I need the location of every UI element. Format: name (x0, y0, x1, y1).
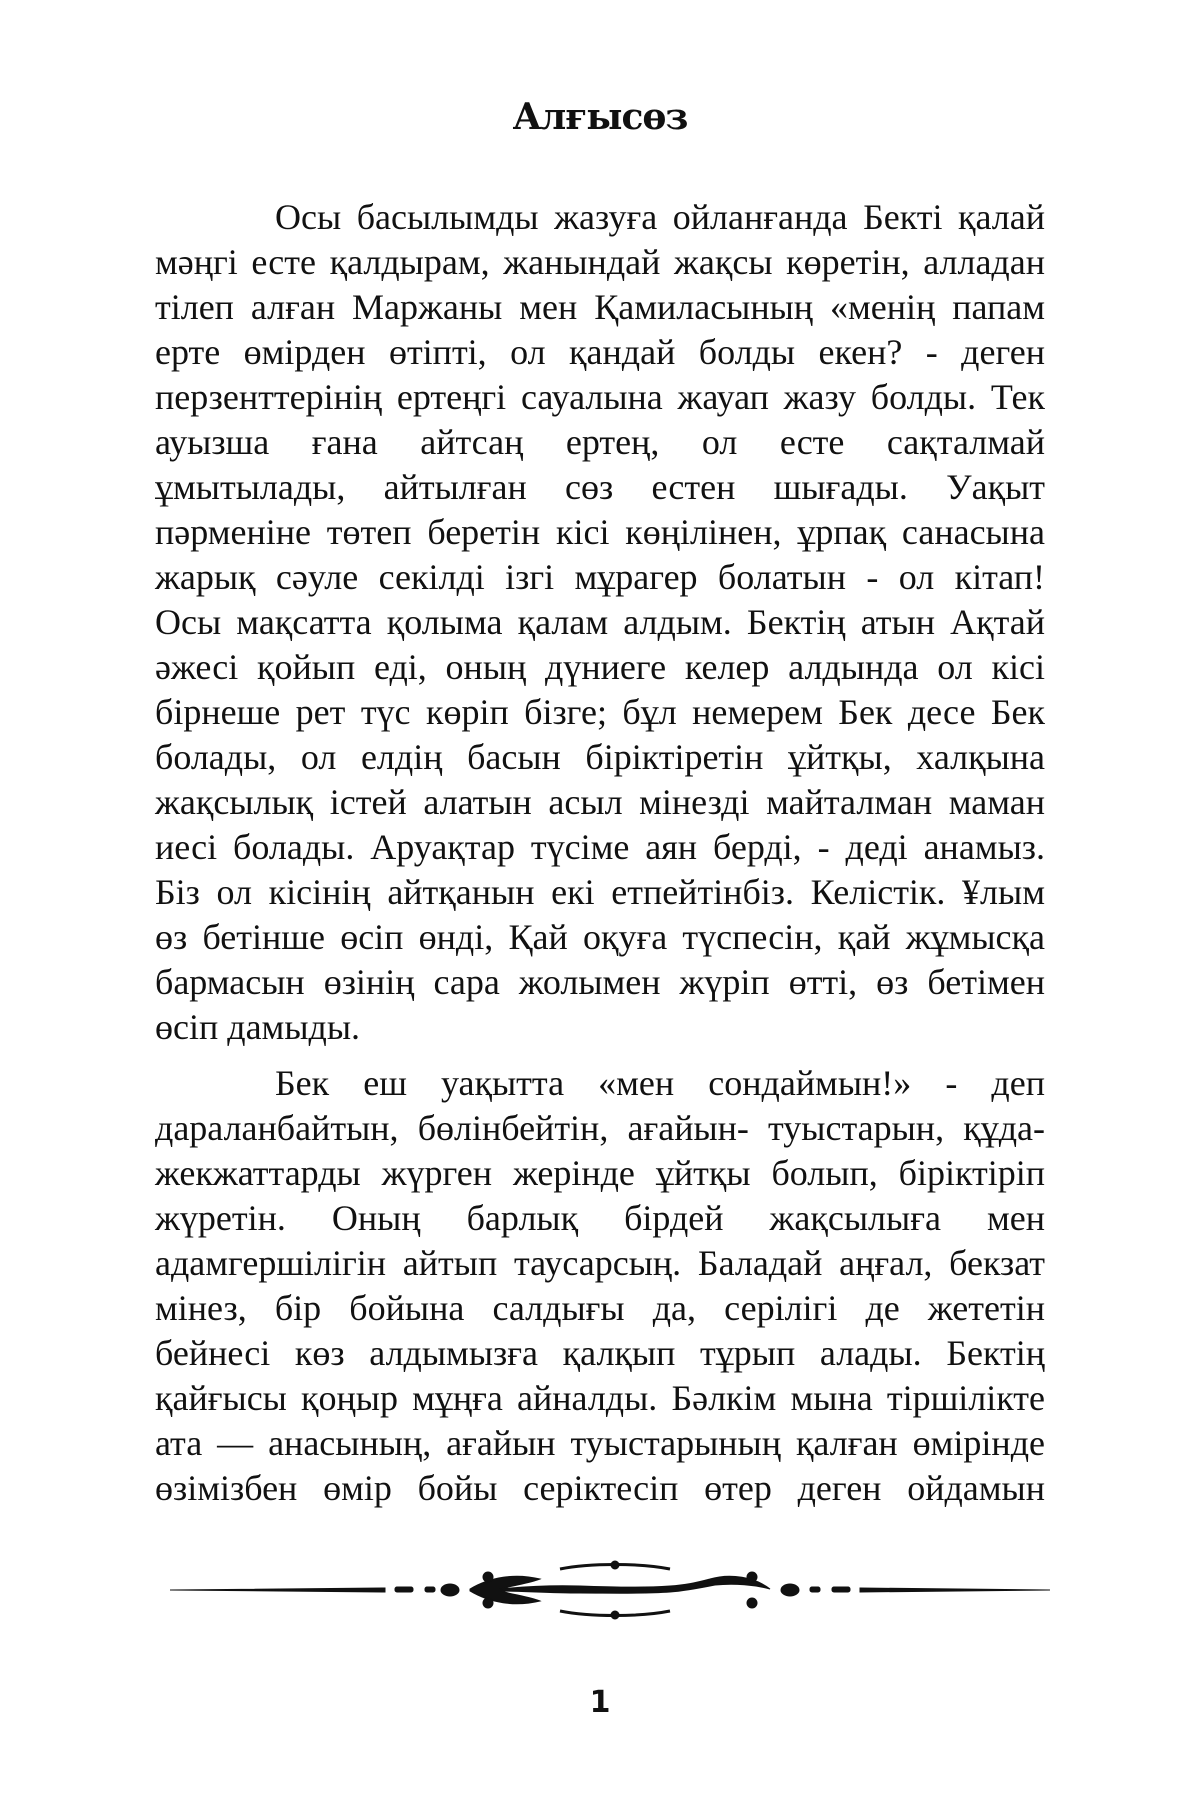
text-line: өзімізбен өмір бойы серіктесіп өтер деген ойдамын (155, 1468, 1045, 1508)
text-line: ұмытылады, айтылған сөз естен шығады. Уақыт (155, 467, 1045, 507)
ornament-divider-icon (170, 1555, 1050, 1625)
text-line: болады, ол елдің басын біріктіретін ұйтқы, халқына (155, 737, 1045, 777)
text-line: Бек еш уақытта «мен сондаймын!» - деп (275, 1063, 1045, 1103)
page-number: 1 (589, 1685, 611, 1720)
text-line: тілеп алған Маржаны мен Қамиласының «менің папам (155, 287, 1045, 327)
paragraph-1 (155, 195, 1045, 1050)
text-line: иесі болады. Аруақтар түсіме аян берді, - деді анамыз. (155, 827, 1045, 867)
text-line: бармасын өзінің сара жолымен жүріп өтті, өз бетімен (155, 962, 1045, 1002)
text-line: адамгершілігін айтып таусарсың. Баладай аңғал, бекзат (155, 1243, 1045, 1283)
text-line: пәрменіне төтеп беретін кісі көңілінен, ұрпақ санасына (155, 512, 1045, 552)
text-line: ерте өмірден өтіпті, ол қандай болды екен? - деген (155, 332, 1045, 372)
text-line: өсіп дамыды. (155, 1007, 361, 1047)
text-line: әжесі қойып еді, оның дүниеге келер алдында ол кісі (155, 647, 1045, 687)
paragraph-2 (155, 1061, 1045, 1511)
text-line: мінез, бір бойына салдығы да, серілігі де жететін (155, 1288, 1045, 1328)
text-line: қайғысы қоңыр мұңға айналды. Бәлкім мына тіршілікте (155, 1378, 1045, 1418)
text-line: жарық сәуле секілді ізгі мұрагер болатын - ол кітап! (155, 557, 1045, 597)
text-line: жүретін. Оның барлық бірдей жақсылыға мен (155, 1198, 1045, 1238)
text-line: Осы басылымды жазуға ойланғанда Бекті қалай (275, 197, 1045, 237)
text-line: Біз ол кісінің айтқанын екі етпейтінбіз. Келістік. ¥лым (155, 872, 1045, 912)
text-line: мәңгі есте қалдырам, жанындай жақсы көретін, алладан (155, 242, 1045, 282)
text-line: бірнеше рет түс көріп бізге; бұл немерем Бек десе Бек (155, 692, 1045, 732)
text-line: ауызша ғана айтсаң ертең, ол есте сақталмай (155, 422, 1045, 462)
text-line: жақсылық істей алатын асыл мінезді майталман маман (155, 782, 1045, 822)
text-line: перзенттерінің ертеңгі сауалына жауап жазу болды. Тек (155, 377, 1045, 417)
text-line: жекжаттарды жүрген жерінде ұйтқы болып, біріктіріп (155, 1153, 1045, 1193)
page-title: Алғысөз (512, 96, 688, 138)
text-line: дараланбайтын, бөлінбейтін, ағайын- туыстарын, құда- (155, 1108, 1045, 1148)
text-line: өз бетінше өсіп өнді, Қай оқуға түспесін, қай жұмысқа (155, 917, 1045, 957)
text-line: бейнесі көз алдымызға қалқып тұрып алады. Бектің (155, 1333, 1045, 1373)
text-line: ата — анасының, ағайын туыстарының қалған өмірінде (155, 1423, 1045, 1463)
text-line: Осы мақсатта қолыма қалам алдым. Бектің атын Ақтай (155, 602, 1045, 642)
